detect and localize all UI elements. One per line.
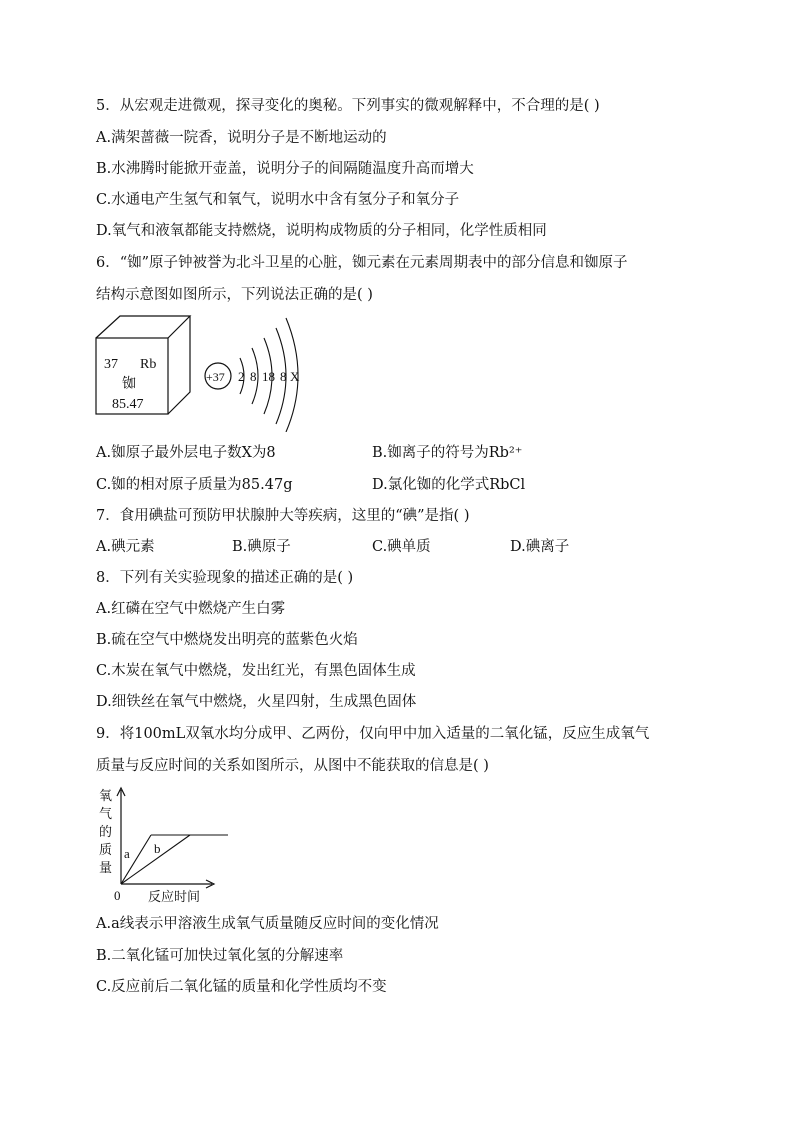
q6-option-b: B.铷离子的符号为Rb²⁺ <box>372 445 523 461</box>
element-name: 铷 <box>122 377 136 392</box>
q9-option-b: B.二氧化锰可加快过氧化氢的分解速率 <box>96 948 344 964</box>
q7-option-a: A.碘元素 <box>96 539 155 555</box>
line-b-label: b <box>154 841 161 856</box>
q8-option-c: C.木炭在氧气中燃烧，发出红光，有黑色固体生成 <box>96 663 416 679</box>
shell-5-count: X <box>290 369 300 384</box>
reaction-lines <box>121 835 228 884</box>
q8-stem: 8．下列有关实验现象的描述正确的是( ) <box>96 570 354 586</box>
shell-2-count: 8 <box>250 369 257 384</box>
q5-stem: 5．从宏观走进微观，探寻变化的奥秘。下列事实的微观解释中，不合理的是( ) <box>96 98 600 114</box>
q7-option-d: D.碘离子 <box>510 539 570 555</box>
q7-option-b: B.碘原子 <box>232 539 291 555</box>
q7-option-c: C.碘单质 <box>372 539 431 555</box>
shell-3-count: 18 <box>262 369 275 384</box>
q5-option-b: B.水沸腾时能掀开壶盖，说明分子的间隔随温度升高而增大 <box>96 161 474 177</box>
q6-option-c: C.铷的相对原子质量为85.47g <box>96 477 293 493</box>
ylabel-char-3: 的 <box>99 824 113 839</box>
line-a-label: a <box>124 846 130 861</box>
q8-option-b: B.硫在空气中燃烧发出明亮的蓝紫色火焰 <box>96 632 358 648</box>
element-mass: 85.47 <box>112 397 144 412</box>
q9-option-a: A.a线表示甲溶液生成氧气质量随反应时间的变化情况 <box>96 916 439 932</box>
q7-stem: 7．食用碘盐可预防甲状腺肿大等疾病，这里的“碘”是指( ) <box>96 508 470 524</box>
origin-label: 0 <box>114 888 121 903</box>
axes <box>117 788 214 888</box>
rb-element-and-atom-diagram <box>92 310 322 432</box>
element-number: 37 <box>104 357 118 372</box>
q6-option-d: D.氯化铷的化学式RbCl <box>372 477 526 493</box>
ylabel-char-4: 质 <box>99 842 113 857</box>
shell-1-count: 2 <box>238 369 245 384</box>
q9-stem-line2: 质量与反应时间的关系如图所示，从图中不能获取的信息是( ) <box>96 758 489 774</box>
q5-option-a: A.满架蔷薇一院香，说明分子是不断地运动的 <box>96 130 387 146</box>
q5-option-c: C.水通电产生氢气和氧气，说明水中含有氢分子和氧分子 <box>96 192 460 208</box>
ylabel-char-2: 气 <box>99 806 113 821</box>
q8-option-d: D.细铁丝在氧气中燃烧，火星四射，生成黑色固体 <box>96 694 417 710</box>
q6-option-a: A.铷原子最外层电子数X为8 <box>96 445 276 461</box>
q8-option-a: A.红磷在空气中燃烧产生白雾 <box>96 601 286 617</box>
q9-option-c: C.反应前后二氧化锰的质量和化学性质均不变 <box>96 979 387 995</box>
ylabel-char-5: 量 <box>99 860 113 875</box>
x-axis-label: 反应时间 <box>148 889 201 904</box>
nucleus-charge: +37 <box>206 370 225 384</box>
ylabel-char-1: 氧 <box>99 788 113 803</box>
shell-4-count: 8 <box>280 369 287 384</box>
q5-option-d: D.氧气和液氧都能支持燃烧，说明构成物质的分子相同，化学性质相同 <box>96 223 547 239</box>
q9-stem-line1: 9．将100mL双氧水均分成甲、乙两份，仅向甲中加入适量的二氧化锰，反应生成氧气 <box>96 726 650 742</box>
y-axis-label <box>99 788 112 875</box>
oxygen-mass-vs-time-graph <box>96 784 236 906</box>
element-symbol: Rb <box>140 357 157 372</box>
q6-stem-line2: 结构示意图如图所示，下列说法正确的是( ) <box>96 287 373 303</box>
q6-stem-line1: 6．“铷”原子钟被誉为北斗卫星的心脏，铷元素在元素周期表中的部分信息和铷原子 <box>96 255 628 271</box>
